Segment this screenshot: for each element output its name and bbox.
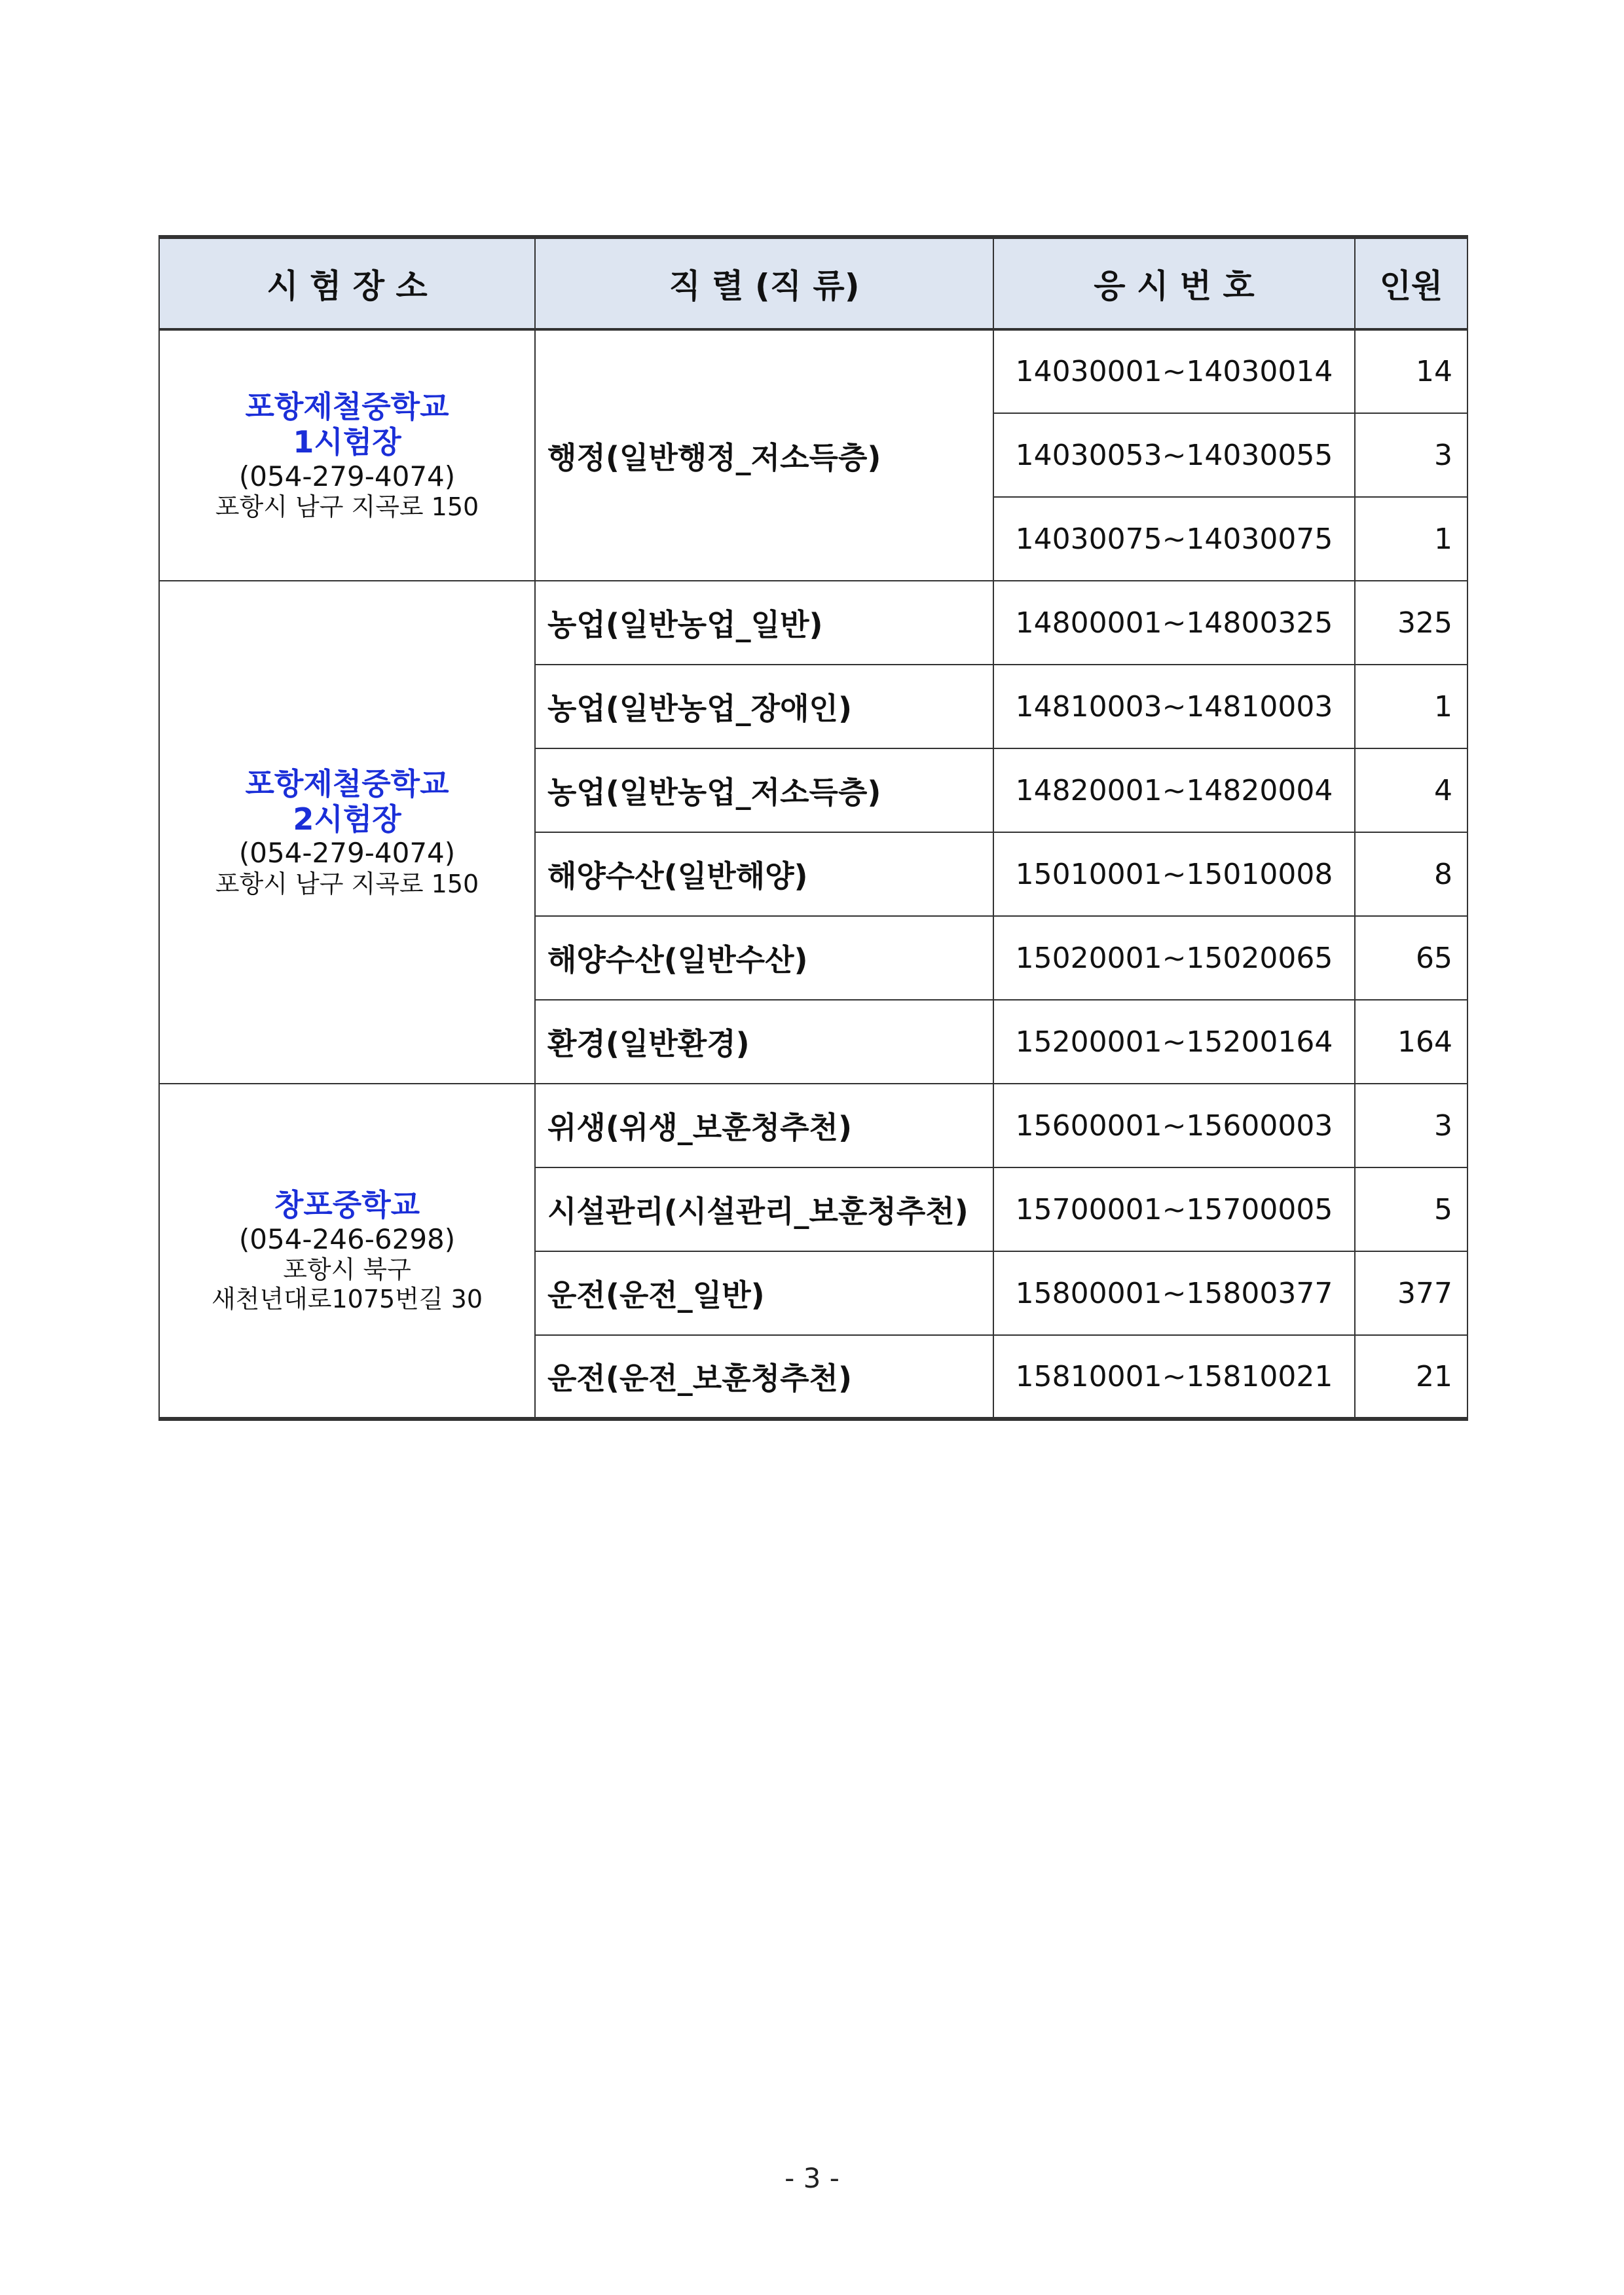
header-site: 시 험 장 소 [159,237,535,329]
table-header-row [159,237,1467,329]
site-name: 창포중학교 [274,1187,420,1223]
count-cell: 65 [1355,916,1467,1000]
count-cell: 3 [1355,1084,1467,1167]
number-cell: 14820001~14820004 [993,748,1355,832]
number-cell: 14800001~14800325 [993,581,1355,665]
count-cell: 325 [1355,581,1467,665]
number-cell: 14030053~14030055 [993,413,1355,497]
exam-site-table [158,235,1468,1421]
count-cell: 377 [1355,1251,1467,1335]
site-name: 포항제철중학교 [245,389,449,425]
page-number: - 3 - [784,2162,840,2194]
job-cell: 농업(일반농업_장애인) [535,665,993,748]
number-cell: 14030001~14030014 [993,329,1355,413]
table-row [159,581,1467,665]
number-cell: 15010001~15010008 [993,832,1355,916]
header-count: 인원 [1355,237,1467,329]
job-cell: 해양수산(일반수산) [535,916,993,1000]
site-name: 포항제철중학교 [245,765,449,801]
site-room: 2시험장 [293,801,401,837]
count-cell: 5 [1355,1167,1467,1251]
job-cell: 농업(일반농업_일반) [535,581,993,665]
number-cell: 15810001~15810021 [993,1335,1355,1419]
number-cell: 15600001~15600003 [993,1084,1355,1167]
header-job: 직 렬 (직 류) [535,237,993,329]
header-number: 응 시 번 호 [993,237,1355,329]
job-cell: 환경(일반환경) [535,1000,993,1084]
job-cell: 해양수산(일반해양) [535,832,993,916]
count-cell: 4 [1355,748,1467,832]
number-cell: 15700001~15700005 [993,1167,1355,1251]
number-cell: 14810003~14810003 [993,665,1355,748]
site-address: 새천년대로1075번길 30 [211,1284,483,1313]
site-room: 1시험장 [293,424,401,460]
site-cell [159,1084,535,1419]
site-address: 포항시 북구 [283,1255,411,1285]
site-cell [159,329,535,581]
number-cell: 14030075~14030075 [993,497,1355,581]
number-cell: 15020001~15020065 [993,916,1355,1000]
number-cell: 15800001~15800377 [993,1251,1355,1335]
count-cell: 3 [1355,413,1467,497]
site-phone: (054-279-4074) [238,837,456,870]
table-row [159,329,1467,413]
count-cell: 8 [1355,832,1467,916]
job-cell: 위생(위생_보훈청추천) [535,1084,993,1167]
site-cell [159,581,535,1084]
count-cell: 14 [1355,329,1467,413]
job-cell: 운전(운전_일반) [535,1251,993,1335]
count-cell: 1 [1355,497,1467,581]
site-phone: (054-246-6298) [238,1222,456,1255]
site-address: 포항시 남구 지곡로 150 [215,869,479,898]
site-address: 포항시 남구 지곡로 150 [215,492,479,522]
count-cell: 21 [1355,1335,1467,1419]
table-row [159,1084,1467,1167]
job-cell: 행정(일반행정_저소득층) [535,329,993,581]
count-cell: 164 [1355,1000,1467,1084]
number-cell: 15200001~15200164 [993,1000,1355,1084]
job-cell: 시설관리(시설관리_보훈청추천) [535,1167,993,1251]
job-cell: 운전(운전_보훈청추천) [535,1335,993,1419]
count-cell: 1 [1355,665,1467,748]
site-phone: (054-279-4074) [238,460,456,492]
job-cell: 농업(일반농업_저소득층) [535,748,993,832]
